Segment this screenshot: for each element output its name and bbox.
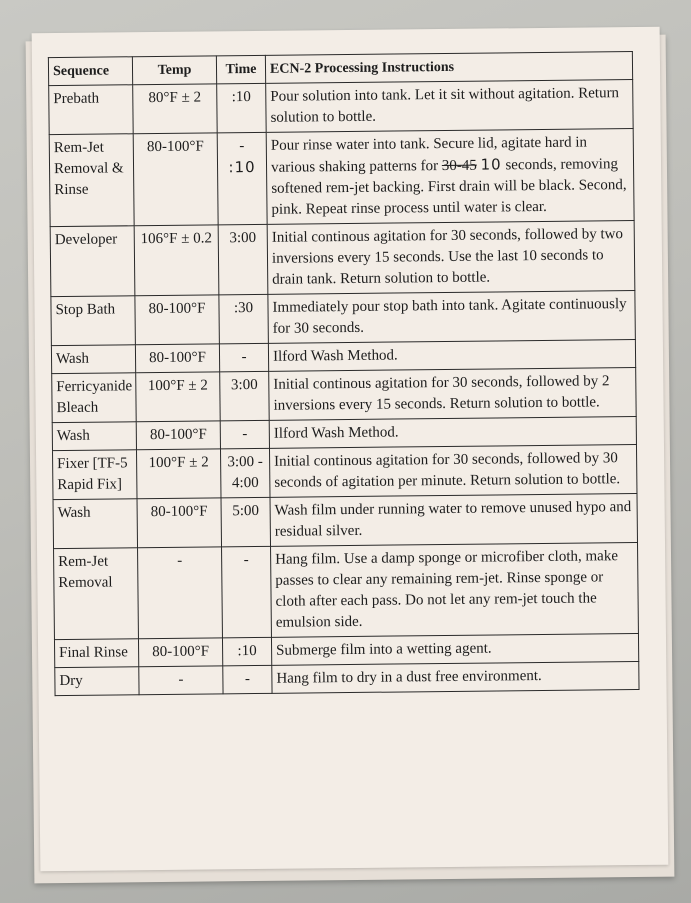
table-row [54,542,639,639]
cell-sequence: Dry [55,667,139,696]
instruction-card [32,27,669,872]
cell-temp: 80-100°F [133,133,218,226]
cell-time: - [223,665,272,694]
cell-instructions: Submerge film into a wetting agent. [271,633,638,665]
header-instructions: ECN-2 Processing Instructions [265,52,632,84]
rinse-text-start: Pour rinse water into tank. Secure lid, agitate hard in various shaking patterns for [270,134,588,176]
table-row [52,368,636,423]
cell-instructions: Hang film. Use a damp sponge or microfiber cloth, make passes to clear any remaining rem-jet. Rinse sponge or cloth after each pass. Do not let any rem-jet touch the emulsion side. [271,542,639,637]
cell-temp: 80-100°F [135,295,220,345]
cell-sequence: Developer [50,226,135,297]
cell-temp: 80-100°F [137,498,222,548]
cell-time: :30 [219,294,269,344]
cell-sequence: Ferricyanide Bleach [52,373,137,423]
cell-temp: 80°F ± 2 [133,84,218,134]
struck-duration: 30-45 [441,157,477,175]
cell-sequence: Wash [52,422,136,451]
table-row [55,661,639,695]
cell-time: - [220,420,269,449]
cell-time [217,132,267,225]
cell-instructions: Initial continous agitation for 30 seconds, followed by two inversions every 15 seconds. Use the last 10 seconds to drain tank. Return solution to bottle. [267,221,635,295]
cell-sequence: Rem-Jet Removal & Rinse [49,134,134,227]
cell-instructions: Immediately pour stop bath into tank. Agitate continuously for 30 seconds. [268,291,635,344]
header-time: Time [216,55,265,84]
cell-sequence: Wash [53,499,138,549]
cell-time: :10 [217,83,267,133]
cell-time: - [222,546,272,638]
cell-temp: - [139,666,223,695]
cell-instructions: Initial continous agitation for 30 seconds, followed by 2 inversions every 15 seconds. Return solution to bottle. [269,368,636,421]
cell-temp: 100°F ± 2 [136,372,221,422]
cell-temp: 80-100°F [138,638,222,667]
cell-instructions: Ilford Wash Method. [268,340,635,372]
cell-temp: 106°F ± 0.2 [134,225,219,296]
cell-sequence: Wash [51,345,135,374]
cell-temp: 80-100°F [136,421,220,450]
cell-sequence: Rem-Jet Removal [54,548,139,640]
table-row [51,291,635,346]
cell-time: 3:00 [218,224,268,295]
cell-time: 5:00 [221,497,271,547]
cell-time: 3:00 [220,371,270,421]
header-sequence: Sequence [48,57,132,86]
table-row [53,493,637,548]
cell-temp: 100°F ± 2 [136,449,221,499]
cell-instructions: Hang film to dry in a dust free environment. [272,661,639,693]
cell-sequence: Prebath [49,85,134,135]
cell-instructions: Ilford Wash Method. [269,417,636,449]
cell-instructions [266,129,634,225]
table-row [49,129,634,227]
cell-temp: 80-100°F [135,344,219,373]
cell-sequence: Fixer [TF-5 Rapid Fix] [53,450,138,500]
cell-time: - [219,343,268,372]
cell-temp: - [138,547,223,639]
table-row [53,444,637,499]
cell-sequence: Final Rinse [54,639,138,668]
cell-instructions: Wash film under running water to remove unused hypo and residual silver. [270,493,637,546]
processing-table [48,51,640,696]
handwritten-time: :10 [228,157,256,177]
table-row [49,80,633,135]
cell-instructions: Pour solution into tank. Let it sit without agitation. Return solution to bottle. [266,80,633,133]
cell-sequence: Stop Bath [51,296,136,346]
cell-time: :10 [222,637,271,666]
time-value: - [239,138,245,155]
cell-instructions: Initial continous agitation for 30 seconds, followed by 30 seconds of agitation per minute. Return solution to bottle. [269,444,636,497]
header-temp: Temp [132,56,216,85]
cell-time: 3:00 - 4:00 [220,448,270,498]
rinse-text-end: seconds, removing softened rem-jet backing. First drain will be black. Second, pink. Repeat rinse process until water is clear. [271,156,627,218]
handwritten-duration: 10 [480,155,502,174]
table-row [50,221,635,297]
